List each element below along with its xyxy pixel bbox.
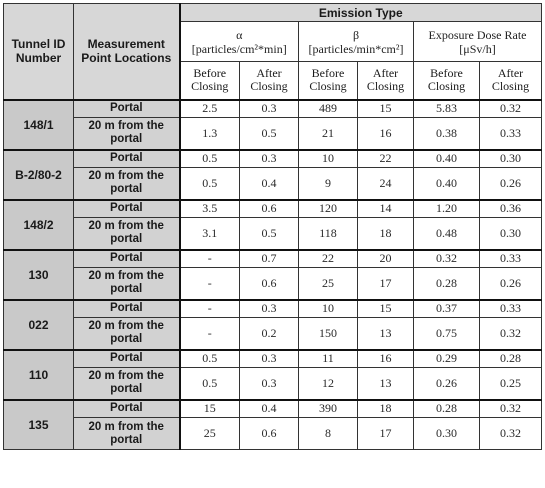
alpha-unit: [particles/cm²*min] (191, 41, 287, 56)
value-cell: 17 (358, 418, 414, 450)
location-20m-cell: 20 m from the portal (74, 118, 180, 150)
tunnel-id-cell: 135 (4, 400, 74, 450)
exposure-before-header (414, 62, 480, 100)
tunnel-id-header (4, 4, 74, 100)
measurement-header (74, 4, 180, 100)
location-portal-cell: Portal (74, 150, 180, 168)
value-cell: 0.30 (480, 218, 542, 250)
value-cell: 0.25 (480, 368, 542, 400)
value-cell: 11 (299, 350, 358, 368)
exposure-header (414, 22, 542, 62)
emission-type-header (180, 4, 542, 22)
value-cell: 3.5 (180, 200, 240, 218)
table-row (4, 318, 542, 350)
value-cell: 0.32 (480, 418, 542, 450)
value-cell: 10 (299, 150, 358, 168)
value-cell: 0.4 (240, 400, 299, 418)
value-cell: 1.3 (180, 118, 240, 150)
value-cell: - (180, 250, 240, 268)
tunnel-id-cell: 148/1 (4, 100, 74, 150)
beta-after-text: After Closing (366, 66, 405, 94)
value-cell: 0.28 (480, 350, 542, 368)
value-cell: 0.6 (240, 268, 299, 300)
value-cell: 14 (358, 200, 414, 218)
value-cell: 0.28 (414, 400, 480, 418)
alpha-symbol: α (236, 27, 243, 42)
value-cell: 10 (299, 300, 358, 318)
table-row (4, 100, 542, 118)
value-cell: 13 (358, 368, 414, 400)
table-row (4, 368, 542, 400)
value-cell: 24 (358, 168, 414, 200)
alpha-header (180, 22, 299, 62)
table-row (4, 418, 542, 450)
table-row (4, 268, 542, 300)
value-cell: 15 (358, 100, 414, 118)
value-cell: 0.26 (480, 268, 542, 300)
value-cell: 5.83 (414, 100, 480, 118)
value-cell: 0.4 (240, 168, 299, 200)
value-cell: 15 (358, 300, 414, 318)
value-cell: 0.26 (480, 168, 542, 200)
exposure-after-text: After Closing (491, 66, 530, 94)
location-20m-cell: 20 m from the portal (74, 418, 180, 450)
value-cell: 0.7 (240, 250, 299, 268)
value-cell: 0.32 (480, 400, 542, 418)
location-20m-cell: 20 m from the portal (74, 218, 180, 250)
value-cell: 8 (299, 418, 358, 450)
value-cell: 0.33 (480, 250, 542, 268)
tunnel-id-cell: 110 (4, 350, 74, 400)
emission-table-container (3, 3, 541, 483)
table-row (4, 150, 542, 168)
alpha-before-header (180, 62, 240, 100)
beta-before-header (299, 62, 358, 100)
emission-table (3, 3, 542, 450)
value-cell: 120 (299, 200, 358, 218)
location-20m-cell: 20 m from the portal (74, 268, 180, 300)
value-cell: 25 (180, 418, 240, 450)
beta-header (299, 22, 414, 62)
exposure-title: Exposure Dose Rate (428, 27, 527, 42)
value-cell: 16 (358, 350, 414, 368)
alpha-before-text: Before Closing (191, 66, 229, 94)
beta-symbol: β (352, 27, 360, 42)
tunnel-id-cell: B-2/80-2 (4, 150, 74, 200)
table-row (4, 168, 542, 200)
tunnel-id-header-text: Tunnel ID Number (11, 37, 66, 66)
location-portal-cell: Portal (74, 400, 180, 418)
alpha-after-text: After Closing (250, 66, 288, 94)
table-row (4, 250, 542, 268)
value-cell: 0.38 (414, 118, 480, 150)
value-cell: 0.26 (414, 368, 480, 400)
value-cell: 0.3 (240, 150, 299, 168)
beta-before-text: Before Closing (309, 66, 347, 94)
location-portal-cell: Portal (74, 250, 180, 268)
value-cell: 489 (299, 100, 358, 118)
alpha-after-header (240, 62, 299, 100)
value-cell: 17 (358, 268, 414, 300)
value-cell: 1.20 (414, 200, 480, 218)
value-cell: 0.33 (480, 118, 542, 150)
location-portal-cell: Portal (74, 100, 180, 118)
value-cell: 0.2 (240, 318, 299, 350)
table-row (4, 350, 542, 368)
value-cell: 0.5 (180, 368, 240, 400)
tunnel-id-cell: 148/2 (4, 200, 74, 250)
value-cell: 13 (358, 318, 414, 350)
value-cell: 18 (358, 218, 414, 250)
value-cell: 0.28 (414, 268, 480, 300)
value-cell: 18 (358, 400, 414, 418)
value-cell: 0.30 (414, 418, 480, 450)
value-cell: 0.48 (414, 218, 480, 250)
value-cell: 118 (299, 218, 358, 250)
value-cell: 0.32 (414, 250, 480, 268)
value-cell: 0.3 (240, 368, 299, 400)
tunnel-id-cell: 130 (4, 250, 74, 300)
value-cell: - (180, 318, 240, 350)
exposure-before-text: Before Closing (427, 66, 466, 94)
value-cell: 0.5 (240, 218, 299, 250)
value-cell: 22 (358, 150, 414, 168)
measurement-header-text: Measurement Point Locations (81, 37, 172, 66)
value-cell: 21 (299, 118, 358, 150)
value-cell: 0.32 (480, 100, 542, 118)
location-20m-cell: 20 m from the portal (74, 168, 180, 200)
exposure-after-header (480, 62, 542, 100)
value-cell: - (180, 268, 240, 300)
value-cell: 16 (358, 118, 414, 150)
value-cell: 150 (299, 318, 358, 350)
table-row (4, 118, 542, 150)
value-cell: 25 (299, 268, 358, 300)
tunnel-id-cell: 022 (4, 300, 74, 350)
value-cell: 0.3 (240, 100, 299, 118)
value-cell: 0.5 (180, 168, 240, 200)
value-cell: 0.5 (240, 118, 299, 150)
location-portal-cell: Portal (74, 350, 180, 368)
value-cell: 0.6 (240, 418, 299, 450)
value-cell: 12 (299, 368, 358, 400)
exposure-unit: [μSv/h] (459, 41, 496, 56)
value-cell: 3.1 (180, 218, 240, 250)
value-cell: 390 (299, 400, 358, 418)
table-body (4, 100, 542, 450)
value-cell: 0.5 (180, 150, 240, 168)
table-row (4, 200, 542, 218)
value-cell: 0.40 (414, 168, 480, 200)
location-portal-cell: Portal (74, 200, 180, 218)
value-cell: 15 (180, 400, 240, 418)
value-cell: 0.6 (240, 200, 299, 218)
beta-unit: [particles/min*cm²] (308, 41, 404, 56)
table-row (4, 218, 542, 250)
emission-type-text: Emission Type (318, 5, 403, 20)
location-20m-cell: 20 m from the portal (74, 318, 180, 350)
value-cell: 0.30 (480, 150, 542, 168)
value-cell: 0.40 (414, 150, 480, 168)
value-cell: 2.5 (180, 100, 240, 118)
value-cell: 20 (358, 250, 414, 268)
value-cell: 0.37 (414, 300, 480, 318)
location-20m-cell: 20 m from the portal (74, 368, 180, 400)
value-cell: 0.5 (180, 350, 240, 368)
value-cell: 0.33 (480, 300, 542, 318)
value-cell: 9 (299, 168, 358, 200)
value-cell: 0.3 (240, 300, 299, 318)
beta-after-header (358, 62, 414, 100)
value-cell: 0.32 (480, 318, 542, 350)
value-cell: 22 (299, 250, 358, 268)
value-cell: 0.36 (480, 200, 542, 218)
value-cell: 0.3 (240, 350, 299, 368)
value-cell: 0.29 (414, 350, 480, 368)
location-portal-cell: Portal (74, 300, 180, 318)
value-cell: - (180, 300, 240, 318)
table-row (4, 400, 542, 418)
value-cell: 0.75 (414, 318, 480, 350)
table-row (4, 300, 542, 318)
